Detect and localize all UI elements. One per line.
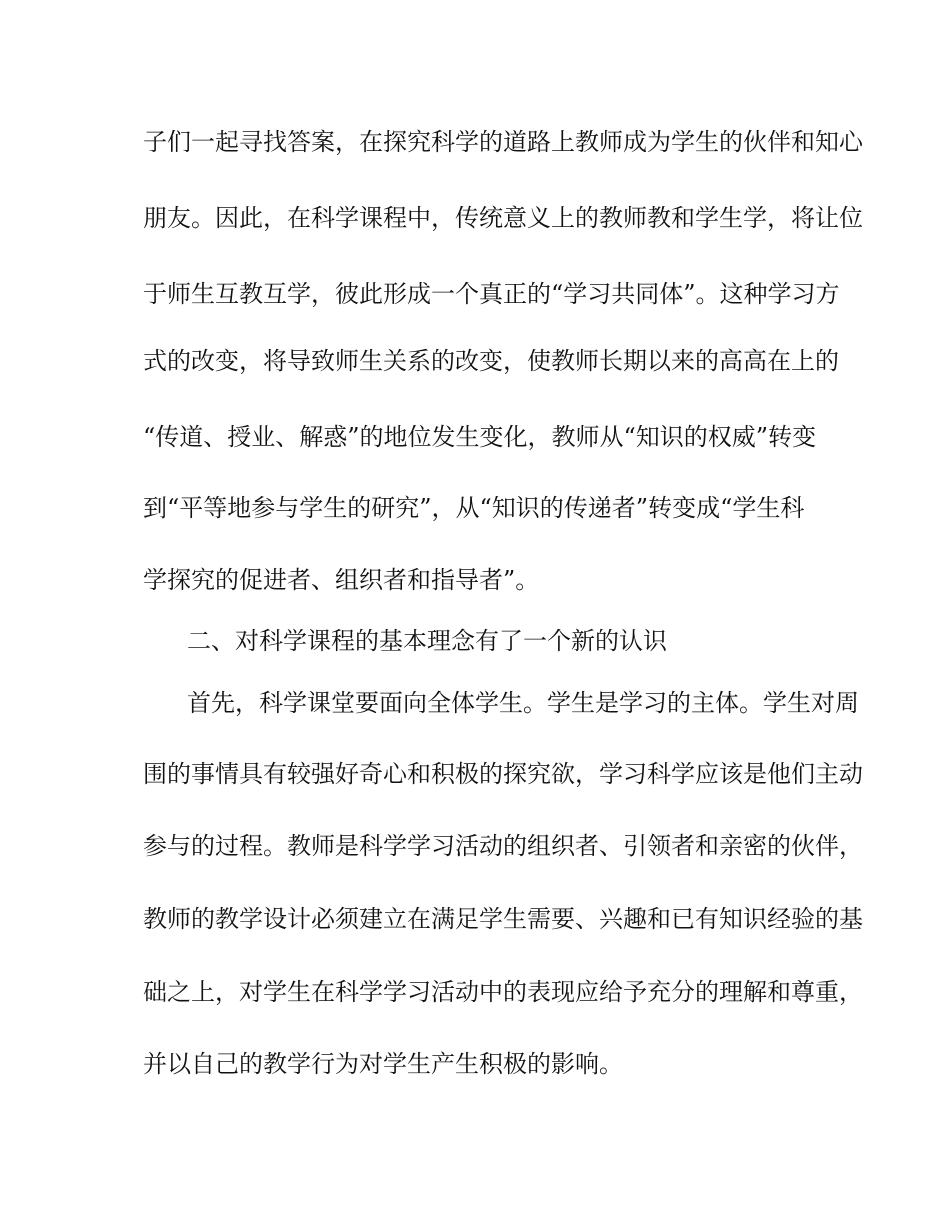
paragraph-line: 础之上，对学生在科学学习活动中的表现应给予充分的理解和尊重， xyxy=(143,978,863,1006)
paragraph-line: 到“平等地参与学生的研究”，从“知识的传递者”转变成“学生科 xyxy=(143,494,805,522)
paragraph-line: 围的事情具有较强好奇心和积极的探究欲，学习科学应该是他们主动 xyxy=(143,760,863,788)
section-heading: 二、对科学课程的基本理念有了一个新的认识 xyxy=(187,627,667,655)
paragraph-line: 参与的过程。教师是科学学习活动的组织者、引领者和亲密的伙伴， xyxy=(143,832,863,860)
paragraph-line: “传道、授业、解惑”的地位发生变化，教师从“知识的权威”转变 xyxy=(143,423,817,451)
paragraph-line: 教师的教学设计必须建立在满足学生需要、兴趣和已有知识经验的基 xyxy=(143,905,863,933)
paragraph-line: 朋友。因此，在科学课程中，传统意义上的教师教和学生学，将让位 xyxy=(143,204,863,232)
paragraph-line: 并以自己的教学行为对学生产生积极的影响。 xyxy=(143,1050,623,1078)
paragraph-line: 学探究的促进者、组织者和指导者”。 xyxy=(143,566,540,594)
paragraph-line: 式的改变，将导致师生关系的改变，使教师长期以来的高高在上的 xyxy=(143,347,839,375)
paragraph-line: 子们一起寻找答案，在探究科学的道路上教师成为学生的伙伴和知心 xyxy=(143,128,863,156)
paragraph-line: 首先，科学课堂要面向全体学生。学生是学习的主体。学生对周 xyxy=(187,689,859,717)
paragraph-line: 于师生互教互学，彼此形成一个真正的“学习共同体”。这种学习方 xyxy=(143,280,840,308)
